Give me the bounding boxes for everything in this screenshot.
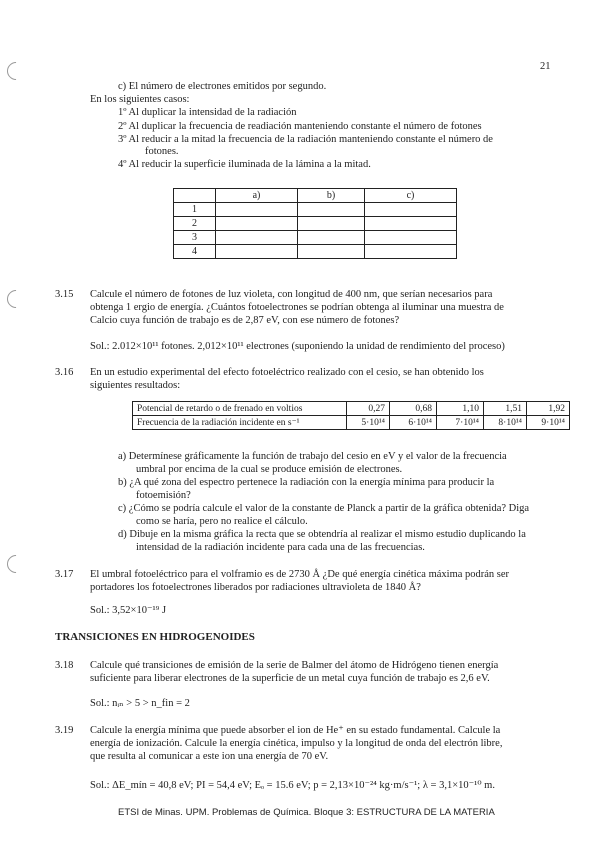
table-cell: [216, 245, 298, 259]
problem-text: obtenga 1 ergio de energía. ¿Cuántos fotoelectrones se podrían obtenga al iluminar una muestra de: [90, 302, 504, 313]
list-item: a) Determínese gráficamente la función de trabajo del cesio en eV y el valor de la frecuencia: [118, 451, 507, 462]
page-number: 21: [540, 61, 551, 72]
problem-text: portadores los fotoelectrones liberados por radiaciones ultravioleta de 1840 Å?: [90, 582, 421, 593]
solution: Sol.: 3,52×10⁻¹⁹ J: [90, 605, 167, 616]
item-c: c) El número de electrones emitidos por segundo.: [118, 81, 327, 92]
problem-text: En un estudio experimental del efecto fotoeléctrico realizado con el cesio, se han obtenido los: [90, 367, 484, 378]
cases-label: En los siguientes casos:: [90, 94, 190, 105]
problem-text: El umbral fotoeléctrico para el volframio es de 2730 Å ¿De qué energía cinética máxima podrán ser: [90, 569, 510, 580]
list-item: umbral por encima de la cual se produce emisión de electrones.: [136, 464, 403, 475]
problem-number: 3.19: [55, 725, 74, 736]
table-cell: [216, 231, 298, 245]
table-cell: 7·10¹⁴: [437, 416, 484, 430]
list-item: intensidad de la radiación incidente para cada una de las frecuencias.: [136, 542, 425, 553]
binder-hole-mark: [3, 58, 28, 83]
problem-text: Calcule qué transiciones de emisión de la serie de Balmer del átomo de Hidrógeno tienen energía: [90, 660, 499, 671]
table-cell: 1,51: [484, 402, 527, 416]
problem-text: siguientes resultados:: [90, 380, 181, 391]
table-cell: [216, 203, 298, 217]
list-item: b) ¿A qué zona del espectro pertenece la radiación con la energía mínima para producir la: [118, 477, 495, 488]
section-title: TRANSICIONES EN HIDROGENOIDES: [55, 631, 255, 643]
binder-hole-mark: [3, 551, 28, 576]
case-4: 4º Al reducir la superficie iluminada de la lámina a la mitad.: [118, 159, 371, 170]
list-item: como se haría, pero no realice el cálculo.: [136, 516, 308, 527]
table-cell: 0,27: [347, 402, 390, 416]
table-row: [174, 245, 457, 259]
problem-number: 3.18: [55, 660, 74, 671]
table-row: [174, 231, 457, 245]
table-cell: 5·10¹⁴: [347, 416, 390, 430]
list-item: fotoemisión?: [136, 490, 191, 501]
table-cell: [216, 217, 298, 231]
problem-text: Calcule el número de fotones de luz violeta, con longitud de 400 nm, que serían necesarios para: [90, 289, 493, 300]
case-1: 1º Al duplicar la intensidad de la radiación: [118, 107, 297, 118]
table-cell: [365, 245, 457, 259]
table-cell: [298, 245, 365, 259]
table-cell: [298, 231, 365, 245]
table-cell: [365, 217, 457, 231]
case-3: 3º Al reducir a la mitad la frecuencia de la radiación manteniendo constante el número de: [118, 134, 493, 145]
problem-number: 3.15: [55, 289, 74, 300]
row-label: 4: [174, 245, 216, 259]
problem-text: Calcule la energía mínima que puede absorber el ion de He⁺ en su estado fundamental. Calcule la: [90, 725, 501, 736]
case-2: 2º Al duplicar la frecuencia de readiación manteniendo constante el número de fotones: [118, 121, 482, 132]
problem-text: que resulta al comunicar a este ion una energía de 70 eV.: [90, 751, 329, 762]
table-cell: 6·10¹⁴: [390, 416, 437, 430]
table-cell: [298, 203, 365, 217]
list-item: c) ¿Cómo se podría calcule el valor de la constante de Planck a partir de la gráfica obtenida? Diga: [118, 503, 530, 514]
table-header: a): [216, 189, 298, 203]
footer: ETSI de Minas. UPM. Problemas de Química. Bloque 3: ESTRUCTURA DE LA MATERIA: [118, 807, 495, 818]
problem-text: energía de ionización. Calcule la energía cinética, impulso y la longitud de onda del electrón libre,: [90, 738, 503, 749]
problem-number: 3.16: [55, 367, 74, 378]
row-label: Frecuencia de la radiación incidente en s⁻¹: [133, 416, 347, 430]
table-row: [133, 402, 570, 416]
row-label: 3: [174, 231, 216, 245]
results-table: [173, 188, 457, 259]
table-cell: 9·10¹⁴: [527, 416, 570, 430]
table-cell: [298, 217, 365, 231]
solution: Sol.: 2.012×10¹¹ fotones. 2,012×10¹¹ electrones (suponiendo la unidad de rendimiento del proceso): [90, 341, 505, 352]
row-label: 1: [174, 203, 216, 217]
binder-hole-mark: [3, 286, 28, 311]
table-cell: 1,10: [437, 402, 484, 416]
table-row: [133, 416, 570, 430]
list-item: d) Dibuje en la misma gráfica la recta que se obtendría al realizar el mismo estudio duplicando la: [118, 529, 526, 540]
table-cell: 1,92: [527, 402, 570, 416]
problem-text: Calcio cuya función de trabajo es de 2,87 eV, con ese número de fotones?: [90, 315, 400, 326]
case-3-cont: fotones.: [145, 146, 179, 157]
table-cell: [174, 189, 216, 203]
table-cell: 8·10¹⁴: [484, 416, 527, 430]
row-label: Potencial de retardo o de frenado en voltios: [133, 402, 347, 416]
table-cell: [365, 203, 457, 217]
table-cell: 0,68: [390, 402, 437, 416]
experiment-table: [132, 401, 570, 430]
table-cell: [365, 231, 457, 245]
table-row: [174, 217, 457, 231]
problem-text: suficiente para liberar electrones de la superficie de un metal cuya función de trabajo es 2,6 eV.: [90, 673, 490, 684]
table-header: b): [298, 189, 365, 203]
solution: Sol.: nᵢₙ > 5 > n_fin = 2: [90, 698, 190, 709]
table-row: [174, 189, 457, 203]
solution: Sol.: ΔE_mín = 40,8 eV; PI = 54,4 eV; Eₒ = 15.6 eV; p = 2,13×10⁻²⁴ kg·m/s⁻¹; λ = 3,1×10⁻¹⁰ m.: [90, 780, 495, 791]
table-header: c): [365, 189, 457, 203]
row-label: 2: [174, 217, 216, 231]
table-row: [174, 203, 457, 217]
problem-number: 3.17: [55, 569, 74, 580]
